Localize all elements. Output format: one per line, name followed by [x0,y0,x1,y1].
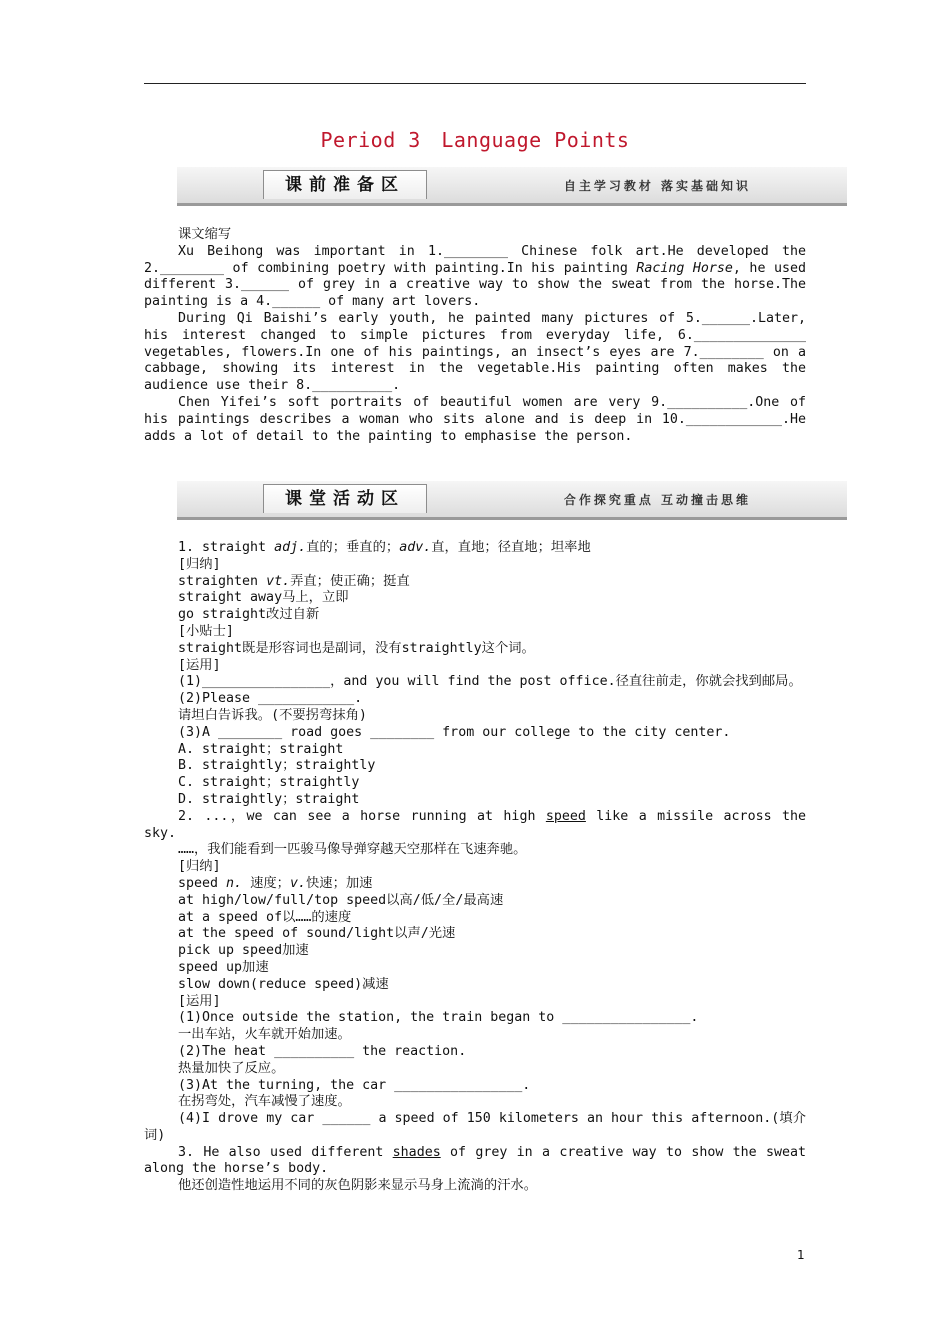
label-practice: [运用] [178,657,221,673]
vocab-line: speed up加速 [178,959,269,975]
summary-paragraph-2: During Qi Baishi’s early youth, he painted many pictures of 5.______.Later, his interest changed to simple pictures from everyday life, 6.______________ vegetables, flowers.In one of his paintings, an insect’s eyes are 7.________ on a cabbage, showing its interest in the vegetable.His painting often makes the audience use their 8.__________. [144,310,806,394]
choice-c: C. straight；straightly [178,775,360,791]
tip-text: straight既是形容词也是副词，没有straightly这个词。 [178,640,535,656]
exercise-line: 在拐弯处，汽车减慢了速度。 [178,1094,351,1110]
language-points-section [144,540,806,1195]
summary-paragraph-3: Chen Yifei’s soft portraits of beautiful women are very 9.__________.One of his paintings describes a woman who sits alone and is deep in 10.____________.He adds a lot of detail to the painting to emphasise the person. [144,394,806,444]
vocab-line: at a speed of以……的速度 [178,909,352,925]
vocab-line: pick up speed加速 [178,943,309,959]
exercise-line: (4)I drove my car ______ a speed of 150 kilometers an hour this afternoon.(填介词) [144,1111,806,1143]
section-banner-preparation [177,167,847,206]
exercise-line: (1)Once outside the station, the train began to ________________. [178,1010,699,1026]
vocab-line: at high/low/full/top speed以高/低/全/最高速 [178,892,504,908]
painting-title: Racing Horse [636,260,733,276]
page-number: 1 [797,1248,805,1262]
page-title: Period 3 Language Points [320,128,630,152]
point-1-heading: 1. straight adj.直的；垂直的；adv.直，直地；径直地；坦率地 [178,540,591,555]
exercise-line: 一出车站，火车就开始加速。 [178,1027,351,1043]
vocab-line: straighten vt.弄直；使正确；挺直 [178,573,410,589]
section-banner-classroom [177,481,847,520]
summary-heading: 课文缩写 [178,227,232,242]
label-summary: [归纳] [178,859,221,875]
top-rule [144,83,806,84]
exercise-line: (3)A ________ road goes ________ from our college to the city center. [178,724,731,740]
vocab-line: at the speed of sound/light以声/光速 [178,926,456,942]
exercise-line: (2)Please ____________. [178,691,363,707]
exercise-line: (3)At the turning, the car ________________. [178,1077,531,1093]
summary-section [144,227,806,445]
vocab-line: slow down(reduce speed)减速 [178,976,389,992]
translation-line: ……，我们能看到一匹骏马像导弹穿越天空那样在飞速奔驰。 [178,842,527,858]
exercise-line: (1)________________，and you will find the post office.径直往前走，你就会找到邮局。 [178,674,802,690]
vocab-line: straight away马上，立即 [178,590,349,606]
banner-tab-label: 课前准备区 [263,170,427,199]
summary-paragraph-1: Xu Beihong was important in 1.________ Chinese folk art.He developed the 2.________ of combining poetry with painting.In his painting Racing Horse, he used different 3.______ of grey in a creative way to show the sweat from the horse.The painting is a 4.______ of many art lovers. [144,243,806,310]
label-practice: [运用] [178,993,221,1009]
exercise-line: 请坦白告诉我。(不要拐弯抹角) [178,707,367,723]
label-summary: [归纳] [178,556,221,572]
exercise-line: 热量加快了反应。 [178,1060,285,1076]
vocab-line: go straight改过自新 [178,607,320,623]
exercise-line: (2)The heat __________ the reaction. [178,1043,467,1059]
banner-motto: 自主学习教材 落实基础知识 [563,179,751,193]
banner-tab-label: 课堂活动区 [263,484,427,513]
point-2-heading: 2. ...，we can see a horse running at high speed like a missile across the sky. [144,808,806,841]
vocab-line: speed n. 速度；v.快速；加速 [178,875,373,891]
label-tip: [小贴士] [178,623,234,639]
point-3-heading: 3. He also used different shades of grey in a creative way to show the sweat along the horse’s body. [144,1144,806,1177]
translation-line: 他还创造性地运用不同的灰色阴影来显示马身上流淌的汗水。 [178,1178,538,1194]
choice-a: A. straight；straight [178,741,344,757]
banner-motto: 合作探究重点 互动撞击思维 [563,493,751,507]
choice-d: D. straightly；straight [178,791,360,807]
choice-b: B. straightly；straightly [178,758,376,774]
